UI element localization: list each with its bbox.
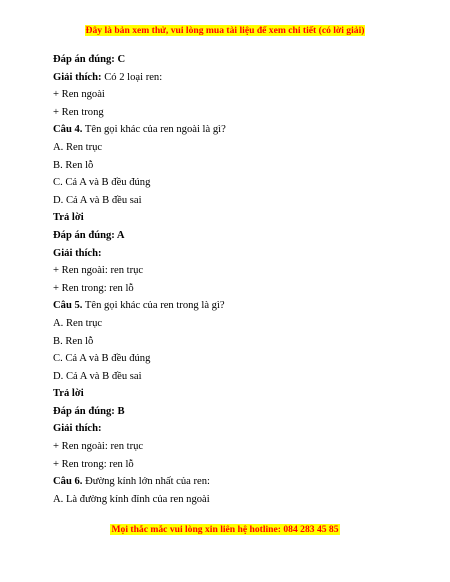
line-text: A. Là đường kính đỉnh của ren ngoài	[53, 493, 210, 505]
hotline-notice-text: Mọi thắc mắc vui lòng xin liên hệ hotline: 084 283 45 85	[111, 524, 339, 535]
line-text: + Ren trong: ren lỗ	[53, 458, 134, 470]
document-line	[53, 174, 413, 192]
document-line	[53, 297, 413, 315]
line-text: + Ren trong: ren lỗ	[53, 282, 134, 294]
document-line	[53, 121, 413, 139]
document-line	[53, 192, 413, 210]
document-line	[53, 315, 413, 333]
line-text: D. Cả A và B đều sai	[53, 194, 142, 206]
document-line	[53, 139, 413, 157]
line-text: A. Ren trục	[53, 317, 103, 329]
preview-notice-banner	[0, 25, 450, 37]
document-line	[53, 420, 413, 438]
line-text: C. Cả A và B đều đúng	[53, 353, 151, 365]
document-line	[53, 385, 413, 403]
line-text: C. Cả A và B đều đúng	[53, 177, 151, 189]
document-line	[53, 491, 413, 509]
line-text: + Ren ngoài: ren trục	[53, 265, 144, 277]
document-line	[53, 157, 413, 175]
document-line	[53, 403, 413, 421]
line-bold-label: Câu 4.	[53, 124, 83, 136]
line-bold-label: Đáp án đúng: B	[53, 405, 125, 417]
line-bold-label: Trả lời	[53, 212, 84, 224]
line-text: A. Ren trục	[53, 141, 103, 153]
preview-notice-text: Đây là bản xem thử, vui lòng mua tài liệu để xem chi tiết (có lời giải)	[85, 25, 365, 36]
line-bold-label: Giải thích:	[53, 247, 102, 259]
line-text: Tên gọi khác của ren trong là gì?	[82, 300, 225, 312]
document-line	[53, 86, 413, 104]
line-text: + Ren ngoài	[53, 89, 105, 101]
line-text: D. Cả A và B đều sai	[53, 370, 142, 382]
document-line	[53, 227, 413, 245]
document-line	[53, 350, 413, 368]
document-line	[53, 51, 413, 69]
document-line	[53, 69, 413, 87]
document-line	[53, 438, 413, 456]
line-bold-label: Trả lời	[53, 388, 84, 400]
document-line	[53, 473, 413, 491]
line-bold-label: Đáp án đúng: A	[53, 229, 125, 241]
document-line	[53, 104, 413, 122]
line-bold-label: Giải thích:	[53, 71, 102, 83]
document-line	[53, 333, 413, 351]
document-line	[53, 456, 413, 474]
document-line	[53, 280, 413, 298]
line-text: Đường kính lớn nhất của ren:	[82, 476, 211, 488]
hotline-notice-banner	[0, 524, 450, 536]
line-text: + Ren ngoài: ren trục	[53, 441, 144, 453]
document-line	[53, 245, 413, 263]
line-text: Có 2 loại ren:	[101, 71, 163, 83]
line-text: + Ren trong	[53, 106, 104, 118]
document-line	[53, 368, 413, 386]
document-line	[53, 262, 413, 280]
document-line	[53, 209, 413, 227]
line-bold-label: Đáp án đúng: C	[53, 54, 126, 65]
line-bold-label: Câu 6.	[53, 476, 83, 488]
line-text: B. Ren lỗ	[53, 335, 94, 347]
document-body	[53, 51, 413, 508]
line-bold-label: Câu 5.	[53, 300, 83, 312]
line-text: B. Ren lỗ	[53, 159, 94, 171]
line-bold-label: Giải thích:	[53, 423, 102, 435]
line-text: Tên gọi khác của ren ngoài là gì?	[82, 124, 226, 136]
